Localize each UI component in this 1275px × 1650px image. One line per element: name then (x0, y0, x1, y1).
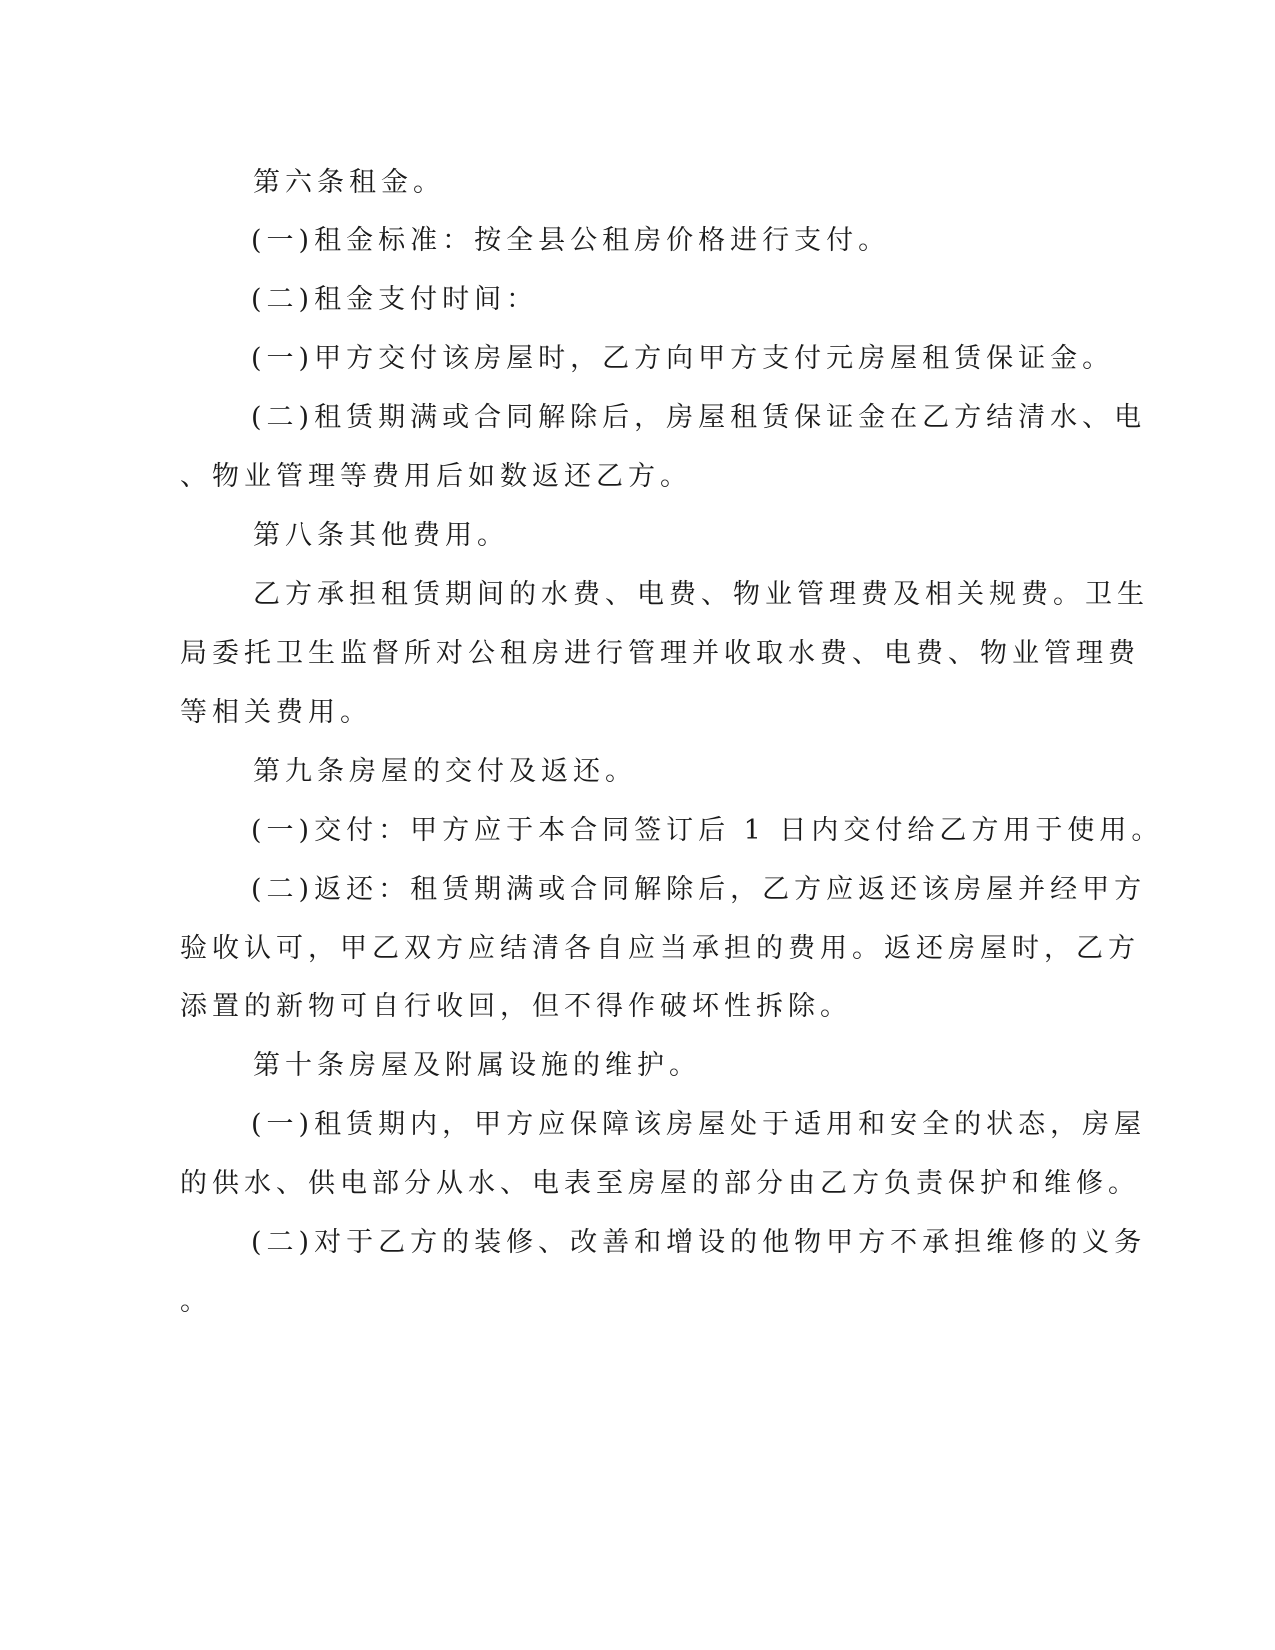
article-9-heading: 第九条房屋的交付及返还。 (253, 756, 637, 787)
maintenance-line-3: (二)对于乙方的装修、改善和增设的他物甲方不承担维修的义务 (251, 1227, 1147, 1258)
article-10-heading: 第十条房屋及附属设施的维护。 (253, 1050, 701, 1081)
maintenance-line-1: (一)租赁期内，甲方应保障该房屋处于适用和安全的状态，房屋 (251, 1109, 1147, 1140)
deposit-return-line-1: (二)租赁期满或合同解除后，房屋租赁保证金在乙方结清水、电 (251, 402, 1147, 433)
return-line-2: 验收认可，甲乙双方应结清各自应当承担的费用。返还房屋时，乙方 (180, 933, 1140, 964)
article-8-heading: 第八条其他费用。 (253, 520, 509, 551)
maintenance-line-4: 。 (180, 1286, 212, 1317)
return-line-1: (二)返还：租赁期满或合同解除后，乙方应返还该房屋并经甲方 (251, 874, 1147, 905)
return-line-3: 添置的新物可自行收回，但不得作破坏性拆除。 (180, 991, 852, 1022)
rent-standard-line: (一)租金标准：按全县公租房价格进行支付。 (251, 225, 891, 256)
other-fees-line-3: 等相关费用。 (180, 697, 372, 728)
delivery-line: (一)交付：甲方应于本合同签订后 1 日内交付给乙方用于使用。 (251, 815, 1164, 846)
other-fees-line-1: 乙方承担租赁期间的水费、电费、物业管理费及相关规费。卫生 (253, 579, 1149, 610)
article-6-heading: 第六条租金。 (253, 167, 445, 198)
maintenance-line-2: 的供水、供电部分从水、电表至房屋的部分由乙方负责保护和维修。 (180, 1168, 1140, 1199)
deposit-return-line-2: 、物业管理等费用后如数返还乙方。 (180, 461, 692, 492)
deposit-payment-line: (一)甲方交付该房屋时，乙方向甲方支付元房屋租赁保证金。 (251, 343, 1115, 374)
rent-payment-time-line: (二)租金支付时间： (251, 284, 539, 315)
other-fees-line-2: 局委托卫生监督所对公租房进行管理并收取水费、电费、物业管理费 (180, 638, 1140, 669)
